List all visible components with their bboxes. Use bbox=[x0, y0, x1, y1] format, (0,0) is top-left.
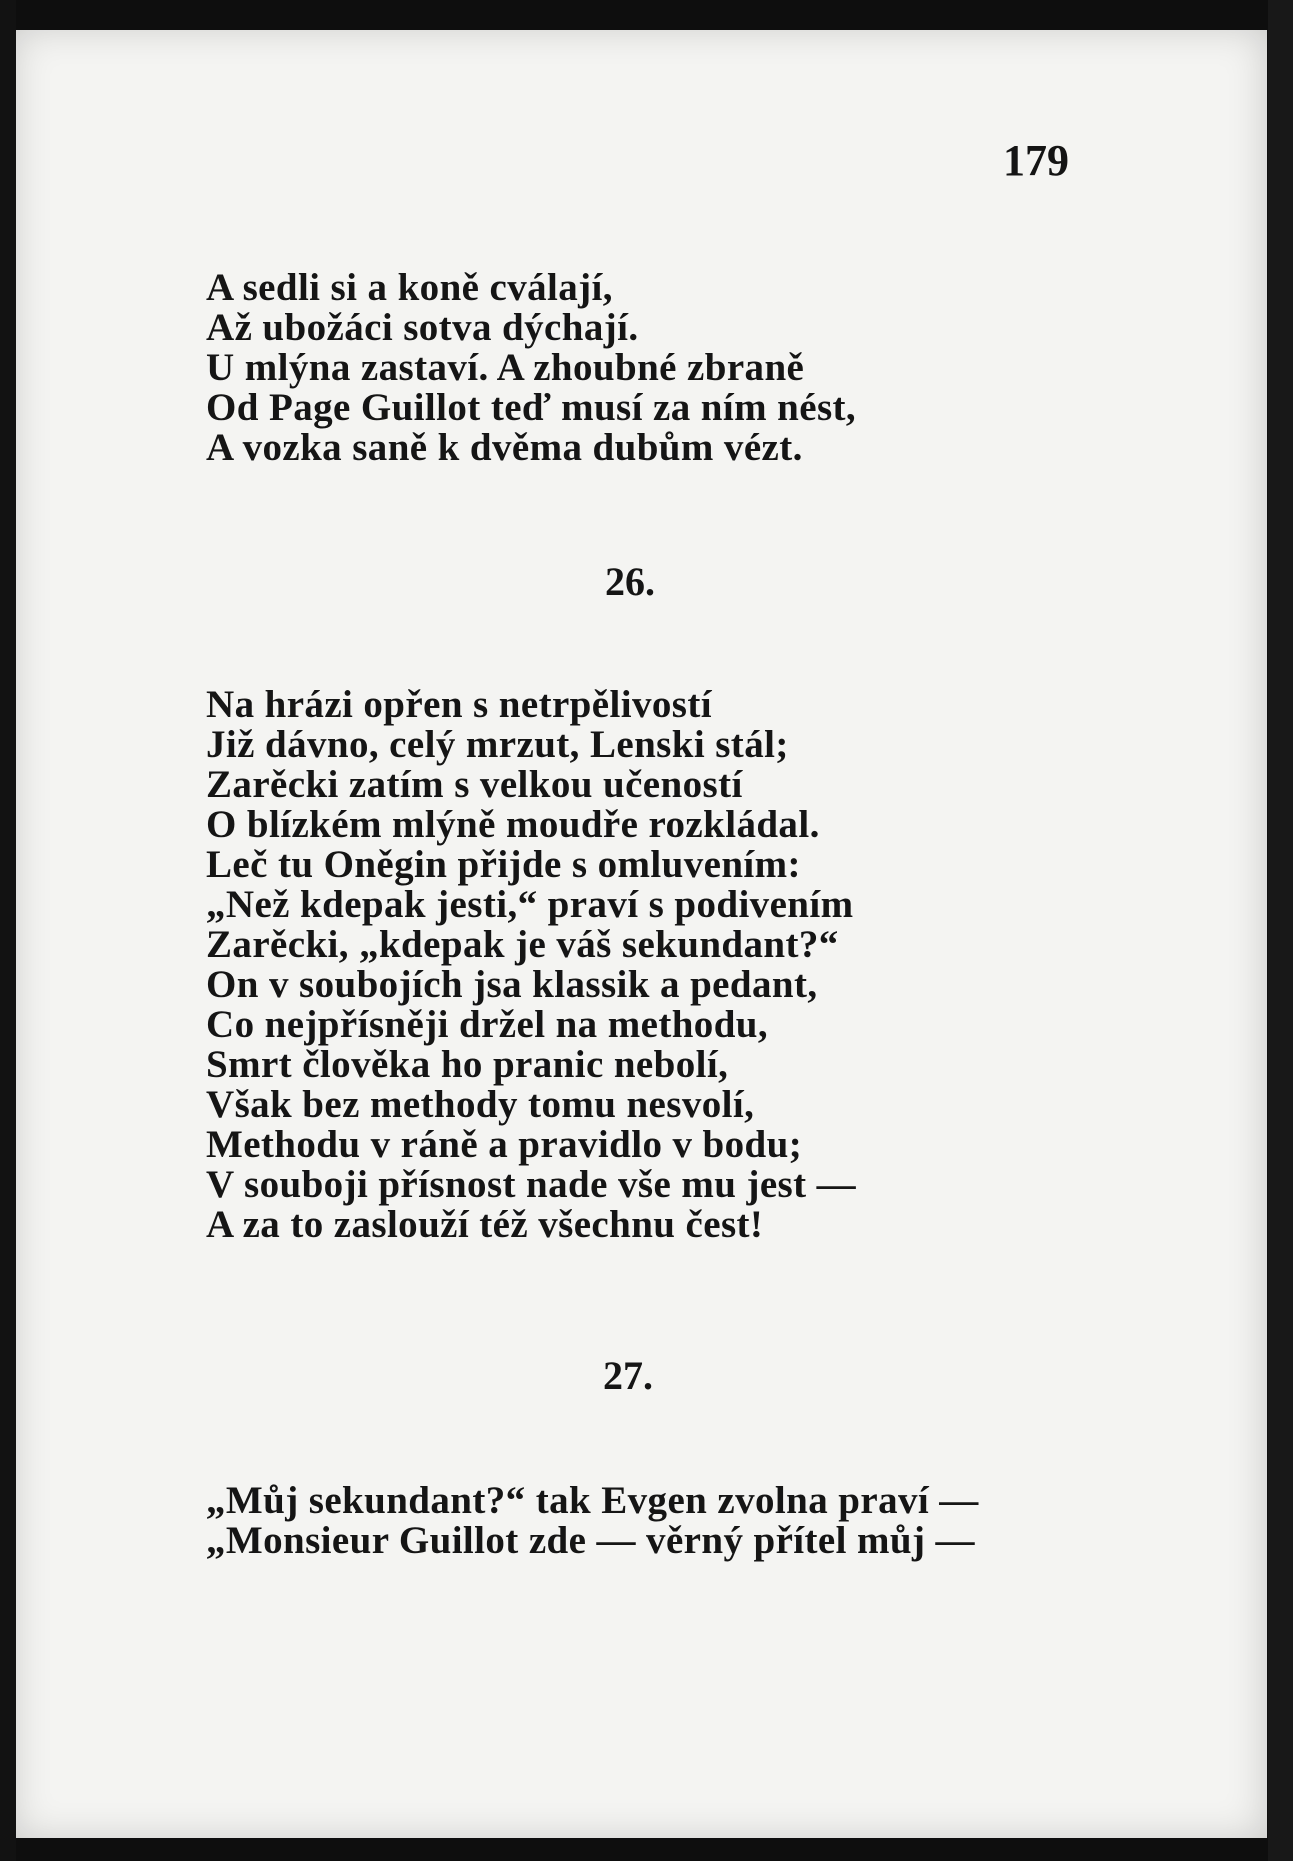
verse-line: „Než kdepak jesti,“ praví s podivením bbox=[206, 883, 854, 926]
verse-line: V souboji přísnost nade vše mu jest — bbox=[206, 1163, 857, 1206]
stanza-26 bbox=[206, 685, 1056, 1245]
stanza-25-ending bbox=[206, 268, 1056, 468]
verse-line: Až ubožáci sotva dýchají. bbox=[206, 306, 639, 349]
page-number: 179 bbox=[1003, 136, 1069, 185]
verse-line: „Monsieur Guillot zde — věrný přítel můj — bbox=[206, 1519, 975, 1562]
stanza-27 bbox=[206, 1481, 1056, 1561]
stanza-number-26: 26. bbox=[605, 559, 655, 604]
scan-edge-right bbox=[1268, 0, 1293, 1861]
verse-line: A vozka saně k dvěma dubům vézt. bbox=[206, 426, 803, 469]
verse-line: Zarěcki, „kdepak je váš sekundant?“ bbox=[206, 923, 839, 966]
verse-line: Od Page Guillot teď musí za ním nést, bbox=[206, 386, 857, 429]
verse-line: Na hrázi opřen s netrpělivostí bbox=[206, 683, 712, 726]
verse-line: U mlýna zastaví. A zhoubné zbraně bbox=[206, 346, 805, 389]
scan-edge-left bbox=[0, 0, 16, 1861]
scan-edge-top bbox=[0, 0, 1293, 30]
verse-line: Již dávno, celý mrzut, Lenski stál; bbox=[206, 723, 789, 766]
verse-line: Smrt člověka ho pranic nebolí, bbox=[206, 1043, 729, 1086]
verse-line: O blízkém mlýně moudře rozkládal. bbox=[206, 803, 820, 846]
verse-line: A za to zaslouží též všechnu čest! bbox=[206, 1203, 764, 1246]
scan-edge-bottom bbox=[0, 1838, 1293, 1861]
verse-line: „Můj sekundant?“ tak Evgen zvolna praví — bbox=[206, 1479, 979, 1522]
verse-line: Leč tu Oněgin přijde s omluvením: bbox=[206, 843, 801, 886]
verse-line: Methodu v ráně a pravidlo v bodu; bbox=[206, 1123, 803, 1166]
stanza-number-27: 27. bbox=[603, 1353, 653, 1398]
verse-line: Co nejpřísněji držel na methodu, bbox=[206, 1003, 769, 1046]
verse-line: A sedli si a koně cválají, bbox=[206, 266, 613, 309]
verse-line: On v soubojích jsa klassik a pedant, bbox=[206, 963, 818, 1006]
verse-line: Zarěcki zatím s velkou učeností bbox=[206, 763, 743, 806]
verse-line: Však bez methody tomu nesvolí, bbox=[206, 1083, 755, 1126]
